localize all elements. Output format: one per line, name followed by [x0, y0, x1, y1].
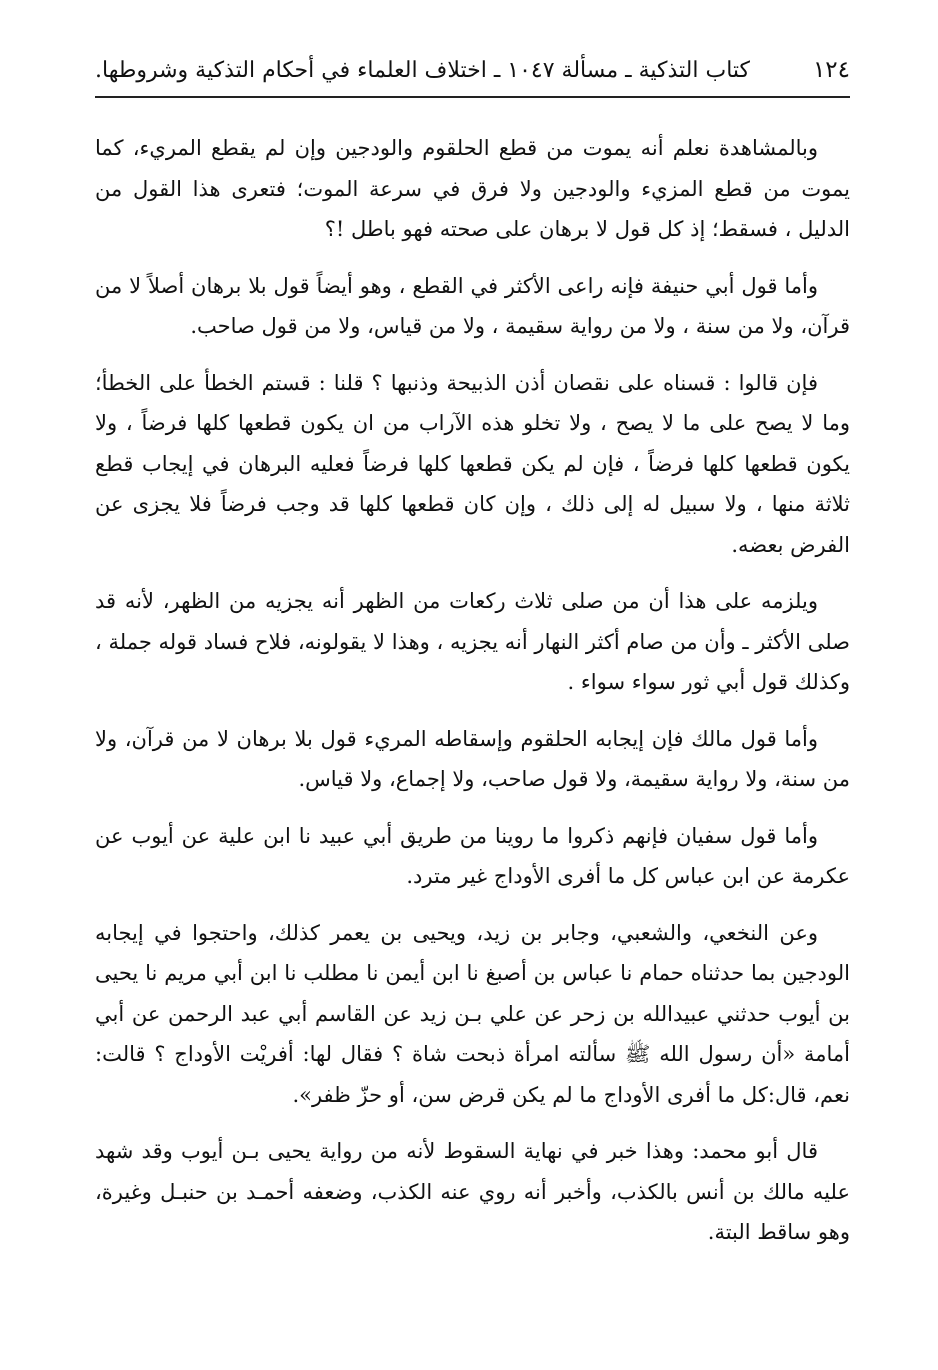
paragraph: وأما قول سفيان فإنهم ذكروا ما روينا من طريق أبي عبيد نا ابن علية عن أيوب عن عكرمة عن ابن عباس كل ما أفرى الأوداج غير مترد.	[95, 823, 850, 888]
paragraph: ويلزمه على هذا أن من صلى ثلاث ركعات من الظهر أنه يجزيه من الظهر، لأنه قد صلى الأكثر ـ وأن من صام أكثر النهار أنه يجزيه ، وهذا لا يقولونه، فلاح فساد قوله جملة ، وكذلك قول أبي ثور سواء سواء .	[95, 589, 850, 694]
paragraph: وبالمشاهدة نعلم أنه يموت من قطع الحلقوم والودجين وإن لم يقطع المريء، كما يموت من قطع المزيء والودجين ولا فرق في سرعة الموت؛ فتعرى هذا القول من الدليل ، فسقط؛ إذ كل قول لا برهان على صحته فهو باطل !؟	[95, 136, 850, 241]
paragraph: وأما قول مالك فإن إيجابه الحلقوم وإسقاطه المريء قول بلا برهان لا من قرآن، ولا من سنة، ولا رواية سقيمة، ولا قول صاحب، ولا إجماع، ولا قياس.	[95, 726, 850, 791]
paragraph: قال أبو محمد: وهذا خبر في نهاية السقوط لأنه من رواية يحيى بـن أيوب وقد شهد عليه مالك بن أنس بالكذب، وأخبر أنه روي عنه الكذب، وضعفه أحمـد بن حنبـل وغيرة، وهو ساقط البتة.	[95, 1139, 850, 1244]
paragraph: وأما قول أبي حنيفة فإنه راعى الأكثر في القطع ، وهو أيضاً قول بلا برهان أصلاً لا من قرآن، ولا من سنة ، ولا من رواية سقيمة ، ولا من قياس، ولا من قول صاحب.	[95, 273, 850, 338]
page-number: ١٢٤	[812, 57, 850, 83]
paragraph: وعن النخعي، والشعبي، وجابر بن زيد، ويحيى بن يعمر كذلك، واحتجوا في إيجابه الودجين بما حدثناه حمام نا عباس بن أصبغ نا ابن أيمن نا مطلب نا ابن أبي مريم نا يحيى بن أيوب حدثني عبيدالله بن زحر عن علي بـن زيد عن القاسم أبي عبد الرحمن عن أبي أمامة «أن رسول الله ﷺ سألته امرأة ذبحت شاة ؟ فقال لها: أفريْت الأوداج ؟ قالت: نعم، قال:كل ما أفرى الأوداج ما لم يكن قرض سن، أو حزّ ظفر».	[95, 920, 850, 1107]
header-rule	[95, 96, 850, 98]
page-header	[95, 48, 850, 92]
paragraph: فإن قالوا : قسناه على نقصان أذن الذبيحة وذنبها ؟ قلنا : قستم الخطأ على الخطأ؛ وما لا يصح على ما لا يصح ، ولا تخلو هذه الآراب من ان يكون قطعها كلها فرضاً ، ولا يكون قطعها كلها فرضاً ، فإن لم يكن قطعها كلها فرضاً فعليه البرهان في إيجاب قطع ثلاثة منها ، ولا سبيل له إلى ذلك ، وإن كان قطعها كلها قد وجب فرضاً فلا يجزى عن الفرض بعضه.	[95, 370, 850, 557]
page-body	[95, 128, 850, 1269]
running-title: كتاب التذكية ـ مسألة ١٠٤٧ ـ اختلاف العلماء في أحكام التذكية وشروطها.	[95, 57, 751, 83]
